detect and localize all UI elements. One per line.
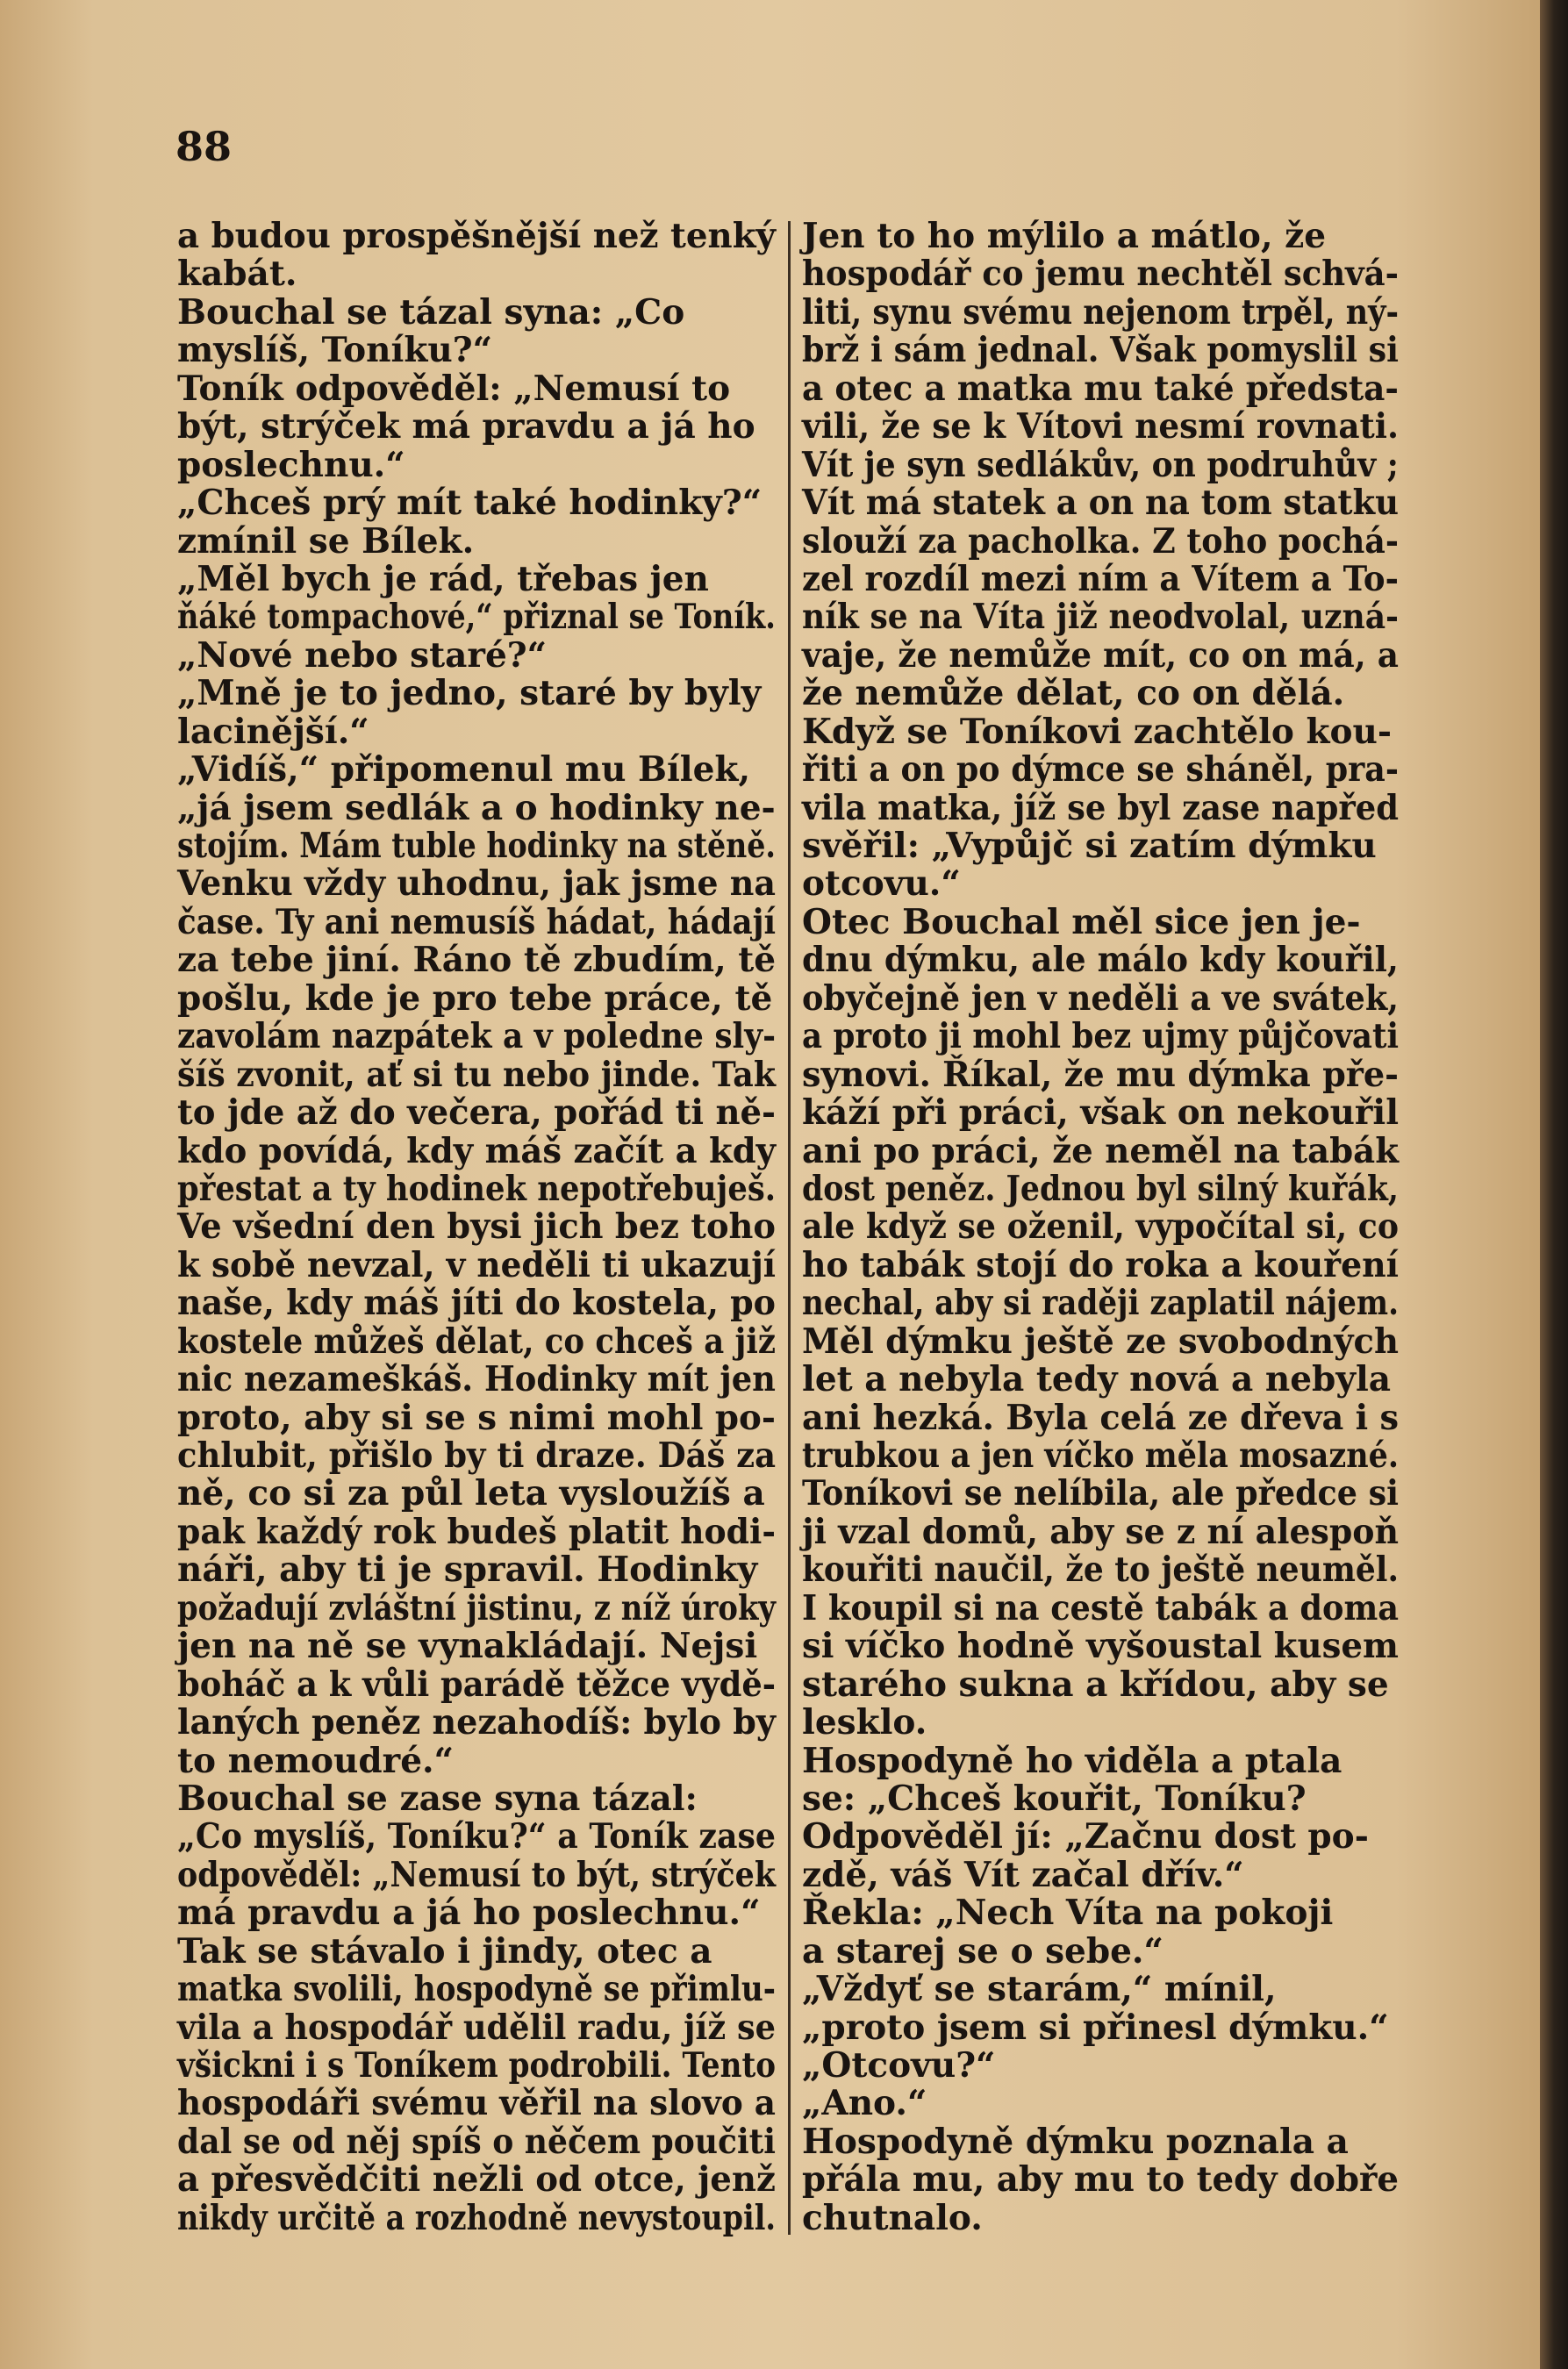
text-line: za tebe jiní. Ráno tě zbudím, tě — [177, 940, 777, 981]
text-line: Hospodyně dýmku poznala a — [802, 2121, 1349, 2162]
text-line: ani hezká. Byla celá ze dřeva i s — [802, 1397, 1400, 1438]
text-line: Když se Toníkovi zachtělo kou- — [802, 711, 1393, 752]
text-line: čase. Ty ani nemusíš hádat, hádají — [177, 901, 776, 942]
text-line: a budou prospěšnější než tenký — [177, 216, 777, 256]
text-line: trubkou a jen víčko měla mosazné. — [802, 1435, 1399, 1476]
text-line: poslechnu.“ — [177, 444, 405, 485]
text-line: Tak se stávalo i jindy, otec a — [177, 1930, 712, 1972]
text-line: „Vždyť se starám,“ mínil, — [802, 1969, 1277, 2010]
text-line: synovi. Říkal, že mu dýmka pře- — [802, 1054, 1400, 1095]
text-line: chutnalo. — [802, 2197, 983, 2238]
text-line: hospodáři svému věřil na slovo a — [177, 2083, 776, 2124]
text-line: Vít má statek a on na tom statku — [802, 483, 1400, 524]
text-line: nic nezameškáš. Hodinky mít jen — [177, 1359, 776, 1400]
text-line: ho tabák stojí do roka a kouření — [802, 1244, 1400, 1285]
text-line: náři, aby ti je spravil. Hodinky — [177, 1550, 758, 1591]
text-line: „Co myslíš, Toníku?“ a Toník zase — [177, 1816, 777, 1857]
text-line: vila a hospodář udělil radu, jíž se — [177, 2007, 776, 2048]
text-line: Hospodyně ho viděla a ptala — [802, 1740, 1342, 1781]
text-line: ale když se oženil, vypočítal si, co — [802, 1206, 1400, 1248]
text-line: laných peněz nezahodíš: bylo by — [177, 1702, 777, 1743]
text-line: kouřiti naučil, že to ještě neuměl. — [802, 1550, 1399, 1591]
text-line: proto, aby si se s nimi mohl po- — [177, 1397, 776, 1438]
text-line: pošlu, kde je pro tebe práce, tě — [177, 977, 773, 1019]
text-line: „Měl bych je rád, třebas jen — [177, 558, 709, 599]
text-line: požadují zvláštní jistinu, z níž úroky — [177, 1587, 776, 1628]
text-line: ňáké tompachové,“ přiznal se Toník. — [177, 597, 776, 638]
text-line: lesklo. — [802, 1702, 927, 1743]
text-line: a přesvědčiti nežli od otce, jenž — [177, 2159, 776, 2201]
text-line: myslíš, Toníku?“ — [177, 330, 493, 371]
text-line: být, strýček má pravdu a já ho — [177, 406, 755, 447]
text-line: brž i sám jednal. Však pomyslil si — [802, 330, 1400, 371]
text-line: a otec a matka mu také předsta- — [802, 368, 1399, 409]
text-line: jen na ně se vynakládají. Nejsi — [177, 1626, 758, 1667]
text-line: si víčko hodně vyšoustal kusem — [802, 1626, 1399, 1667]
text-line: boháč a k vůli parádě těžce vydě- — [177, 1664, 777, 1705]
text-line: Bouchal se tázal syna: „Co — [177, 291, 685, 333]
text-line: I koupil si na cestě tabák a doma — [802, 1587, 1400, 1628]
book-binding-edge — [1540, 0, 1568, 2369]
text-line: Otec Bouchal měl sice jen je- — [802, 901, 1361, 942]
column-divider — [788, 221, 791, 2235]
text-line: „Vidíš,“ připomenul mu Bílek, — [177, 749, 751, 791]
text-line: Venku vždy uhodnu, jak jsme na — [177, 863, 777, 905]
text-line: Odpověděl jí: „Začnu dost po- — [802, 1816, 1369, 1857]
text-line: a proto ji mohl bez ujmy půjčovati — [802, 1016, 1399, 1057]
text-line: „Chceš prý mít také hodinky?“ — [177, 483, 763, 524]
text-line: stojím. Mám tuble hodinky na stěně. — [177, 826, 776, 866]
text-line: „Otcovu?“ — [802, 2045, 996, 2086]
text-line: pak každý rok budeš platit hodi- — [177, 1511, 776, 1552]
text-line: svěřil: „Vypůjč si zatím dýmku — [802, 826, 1377, 866]
text-line: to jde až do večera, pořád ti ně- — [177, 1092, 777, 1134]
text-line: ani po práci, že neměl na tabák — [802, 1130, 1400, 1171]
text-line: Řekla: „Nech Víta na pokoji — [802, 1893, 1334, 1934]
text-line: zel rozdíl mezi ním a Vítem a To- — [802, 558, 1399, 599]
text-line: otcovu.“ — [802, 863, 961, 905]
text-line: Vít je syn sedlákův, on podruhův ; — [802, 444, 1399, 485]
text-line: se: „Chceš kouřit, Toníku? — [802, 1778, 1307, 1819]
text-line: všickni i s Toníkem podrobili. Tento — [177, 2045, 777, 2086]
text-line: Měl dýmku ještě ze svobodných — [802, 1320, 1399, 1362]
text-line: Toník odpověděl: „Nemusí to — [177, 368, 731, 409]
text-line: nechal, aby si raději zaplatil nájem. — [802, 1283, 1399, 1324]
text-line: dnu dýmku, ale málo kdy kouřil, — [802, 940, 1399, 981]
text-line: vila matka, jíž se byl zase napřed — [802, 787, 1400, 828]
text-line: Toníkovi se nelíbila, ale předce si — [802, 1473, 1399, 1514]
text-line: kostele můžeš dělat, co chceš a již — [177, 1320, 776, 1362]
text-line: k sobě nevzal, v neděli ti ukazují — [177, 1244, 777, 1285]
text-line: přestat a ty hodinek nepotřebuješ. — [177, 1168, 777, 1209]
text-line: liti, synu svému nejenom trpěl, ný- — [802, 291, 1400, 333]
text-line: nikdy určitě a rozhodně nevystoupil. — [177, 2197, 777, 2238]
text-line: šíš zvonit, ať si tu nebo jinde. Tak — [177, 1054, 776, 1095]
text-line: že nemůže dělat, co on dělá. — [802, 673, 1345, 714]
text-line: vaje, že nemůže mít, co on má, a — [802, 634, 1400, 676]
text-line: hospodář co jemu nechtěl schvá- — [802, 254, 1400, 295]
text-line: obyčejně jen v neděli a ve svátek, — [802, 977, 1399, 1019]
text-line: starého sukna a křídou, aby se — [802, 1664, 1389, 1705]
text-line: „proto jsem si přinesl dýmku.“ — [802, 2007, 1389, 2048]
left-column — [177, 218, 776, 2237]
text-line: káží při práci, však on nekouřil — [802, 1092, 1399, 1134]
text-line: kdo povídá, kdy máš začít a kdy — [177, 1130, 777, 1171]
text-line: „Mně je to jedno, staré by byly — [177, 673, 762, 714]
text-line: ně, co si za půl leta vysloužíš a — [177, 1473, 765, 1514]
text-line: Ve všední den bysi jich bez toho — [177, 1206, 776, 1248]
text-line: to nemoudré.“ — [177, 1740, 455, 1781]
text-line: přála mu, aby mu to tedy dobře — [802, 2159, 1400, 2201]
text-line: ji vzal domů, aby se z ní alespoň — [802, 1511, 1400, 1552]
text-line: „Nové nebo staré?“ — [177, 634, 548, 676]
right-column — [802, 218, 1399, 2237]
text-line: dal se od něj spíš o něčem poučiti — [177, 2121, 776, 2162]
text-line: „já jsem sedlák a o hodinky ne- — [177, 787, 776, 828]
text-line: lacinější.“ — [177, 711, 369, 752]
text-line: vili, že se k Vítovi nesmí rovnati. — [802, 406, 1399, 447]
text-line: naše, kdy máš jíti do kostela, po — [177, 1283, 776, 1324]
page-number: 88 — [175, 123, 233, 170]
text-line: chlubit, přišlo by ti draze. Dáš za — [177, 1435, 776, 1476]
text-line: a starej se o sebe.“ — [802, 1930, 1163, 1972]
text-line: dost peněz. Jednou byl silný kuřák, — [802, 1168, 1399, 1209]
text-line: zdě, váš Vít začal dřív.“ — [802, 1854, 1244, 1895]
text-line: matka svolili, hospodyně se přimlu- — [177, 1969, 776, 2010]
text-line: Jen to ho mýlilo a mátlo, že — [802, 216, 1327, 256]
text-line: ník se na Víta již neodvolal, uzná- — [802, 597, 1400, 638]
text-line: slouží za pacholka. Z toho pochá- — [802, 520, 1400, 562]
text-line: má pravdu a já ho poslechnu.“ — [177, 1893, 761, 1934]
text-line: „Ano.“ — [802, 2083, 927, 2124]
text-line: řiti a on po dýmce se sháněl, pra- — [802, 749, 1399, 791]
text-line: zmínil se Bílek. — [177, 520, 475, 562]
text-line: zavolám nazpátek a v poledne sly- — [177, 1016, 776, 1057]
text-line: kabát. — [177, 254, 297, 295]
text-line: odpověděl: „Nemusí to být, strýček — [177, 1854, 776, 1895]
text-line: let a nebyla tedy nová a nebyla — [802, 1359, 1392, 1400]
text-line: Bouchal se zase syna tázal: — [177, 1778, 698, 1819]
